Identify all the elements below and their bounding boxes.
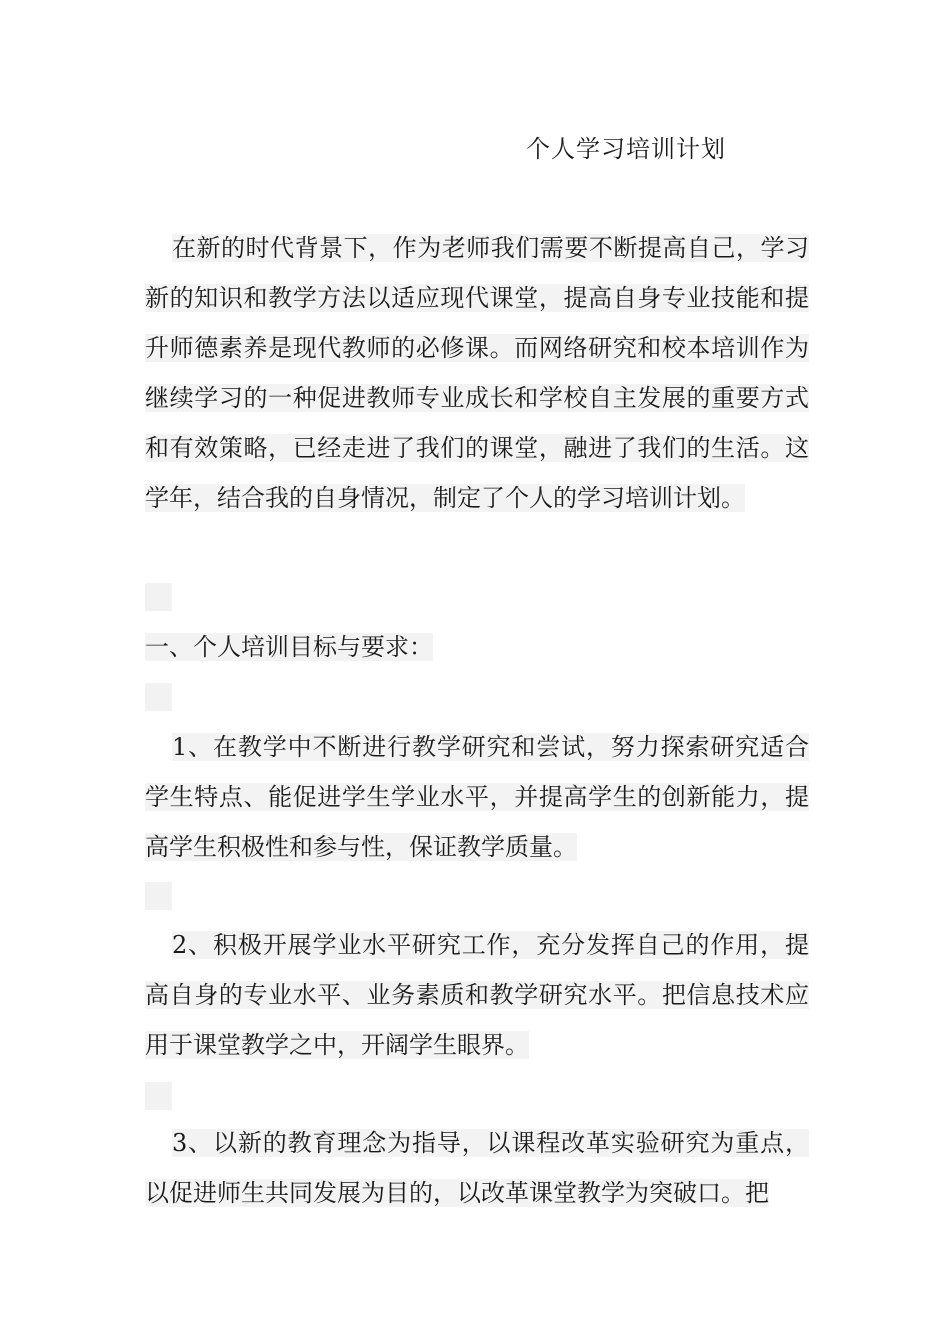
intro-paragraph — [145, 223, 809, 523]
list-item — [145, 722, 809, 872]
document-title: 个人学习培训计划 — [526, 135, 726, 163]
list-item-text: 3、以新的教育理念为指导，以课程改革实验研究为重点，以促进师生共同发展为目的，以改革课堂教学为突破口。把 — [145, 1129, 809, 1207]
empty-line-marker — [145, 583, 172, 611]
empty-line-marker — [145, 683, 172, 711]
list-item-text: 1、在教学中不断进行教学研究和尝试，努力探索研究适合学生特点、能促进学生学业水平，并提高学生的创新能力，提高学生积极性和参与性，保证教学质量。 — [145, 733, 809, 861]
list-item-text: 2、积极开展学业水平研究工作，充分发挥自己的作用，提高自身的专业水平、业务素质和教学研究水平。把信息技术应用于课堂教学之中，开阔学生眼界。 — [145, 931, 809, 1059]
section-heading — [145, 622, 809, 672]
empty-line-marker — [145, 882, 172, 910]
section-heading-text: 一、个人培训目标与要求： — [145, 633, 433, 661]
empty-line-marker — [145, 1082, 172, 1110]
list-item — [145, 1118, 809, 1218]
intro-text: 在新的时代背景下，作为老师我们需要不断提高自己，学习新的知识和教学方法以适应现代课堂，提高自身专业技能和提升师德素养是现代教师的必修课。而网络研究和校本培训作为继续学习的一种促进教师专业成长和学校自主发展的重要方式和有效策略，已经走进了我们的课堂，融进了我们的生活。这学年，结合我的自身情况，制定了个人的学习培训计划。 — [145, 234, 809, 512]
list-item — [145, 920, 809, 1070]
